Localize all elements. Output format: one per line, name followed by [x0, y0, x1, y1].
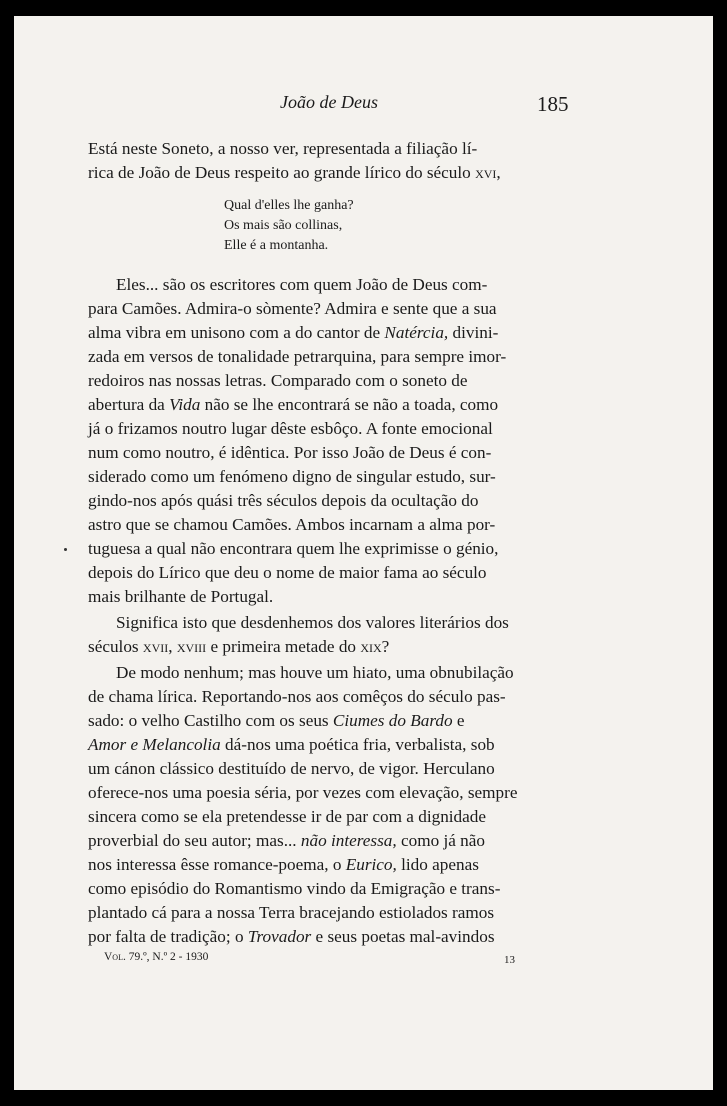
paragraph-line: sincera como se ela pretendesse ir de par com a dignidade: [88, 807, 487, 826]
paragraph-line: rica de João de Deus respeito ao grande lírico do século xvi,: [88, 163, 501, 182]
paragraph-line: já o frizamos noutro lugar dêste esbôço. A fonte emocional: [88, 419, 493, 438]
paragraph-line: um cánon clássico destituído de nervo, de vigor. Herculano: [88, 759, 495, 778]
paragraph-line: num como noutro, é idêntica. Por isso João de Deus é con-: [88, 443, 492, 462]
poem-line: Elle é a montanha.: [224, 238, 329, 253]
poem-line: Os mais são collinas,: [224, 218, 343, 233]
volume-footer: Vol. 79.º, N.º 2 - 1930: [104, 951, 209, 963]
paragraph-line: para Camões. Admira-o sòmente? Admira e sente que a sua: [88, 299, 497, 318]
running-header-title: João de Deus: [280, 92, 378, 112]
paragraph-line: zada em versos de tonalidade petrarquina, para sempre imor-: [88, 347, 507, 366]
paragraph-line: abertura da Vida não se lhe encontrará se não a toada, como: [88, 395, 499, 414]
paragraph-line: Amor e Melancolia dá-nos uma poética fria, verbalista, sob: [88, 735, 495, 754]
paragraph-line: Está neste Soneto, a nosso ver, representada a filiação lí-: [88, 139, 478, 158]
paragraph-line: séculos xvii, xviii e primeira metade do xix?: [88, 637, 390, 656]
paragraph-line: como episódio do Romantismo vindo da Emigração e trans-: [88, 879, 501, 898]
page-number: 185: [537, 92, 569, 116]
paragraph-line: plantado cá para a nossa Terra bracejando estiolados ramos: [88, 903, 495, 922]
poem-line: Qual d'elles lhe ganha?: [224, 198, 354, 213]
signature-mark: 13: [504, 954, 515, 966]
paragraph-line: alma vibra em unisono com a do cantor de Natércia, divini-: [88, 323, 499, 342]
paragraph-line: tuguesa a qual não encontrara quem lhe exprimisse o génio,: [88, 539, 499, 558]
paragraph-line: de chama lírica. Reportando-nos aos comêços do século pas-: [88, 687, 506, 706]
paragraph-line: Significa isto que desdenhemos dos valores literários dos: [116, 613, 509, 632]
paragraph-line: proverbial do seu autor; mas... não interessa, como já não: [88, 831, 485, 850]
paragraph-line: mais brilhante de Portugal.: [88, 587, 274, 606]
paragraph-line: gindo-nos após quási três séculos depois da ocultação do: [88, 491, 479, 510]
paragraph-line: Eles... são os escritores com quem João de Deus com-: [116, 275, 488, 294]
paragraph-line: redoiros nas nossas letras. Comparado com o soneto de: [88, 371, 468, 390]
paragraph-line: De modo nenhum; mas houve um hiato, uma obnubilação: [116, 663, 514, 682]
page: [14, 16, 713, 1090]
paragraph-line: oferece-nos uma poesia séria, por vezes com elevação, sempre: [88, 783, 518, 802]
paragraph-line: siderado como um fenómeno digno de singular estudo, sur-: [88, 467, 496, 486]
paragraph-line: nos interessa êsse romance-poema, o Eurico, lido apenas: [88, 855, 479, 874]
paragraph-line: sado: o velho Castilho com os seus Ciumes do Bardo e: [88, 711, 465, 730]
paragraph-line: depois do Lírico que deu o nome de maior fama ao século: [88, 563, 487, 582]
paragraph-line: por falta de tradição; o Trovador e seus poetas mal-avindos: [88, 927, 495, 946]
paragraph-line: astro que se chamou Camões. Ambos incarnam a alma por-: [88, 515, 496, 534]
margin-mark: [64, 548, 67, 551]
